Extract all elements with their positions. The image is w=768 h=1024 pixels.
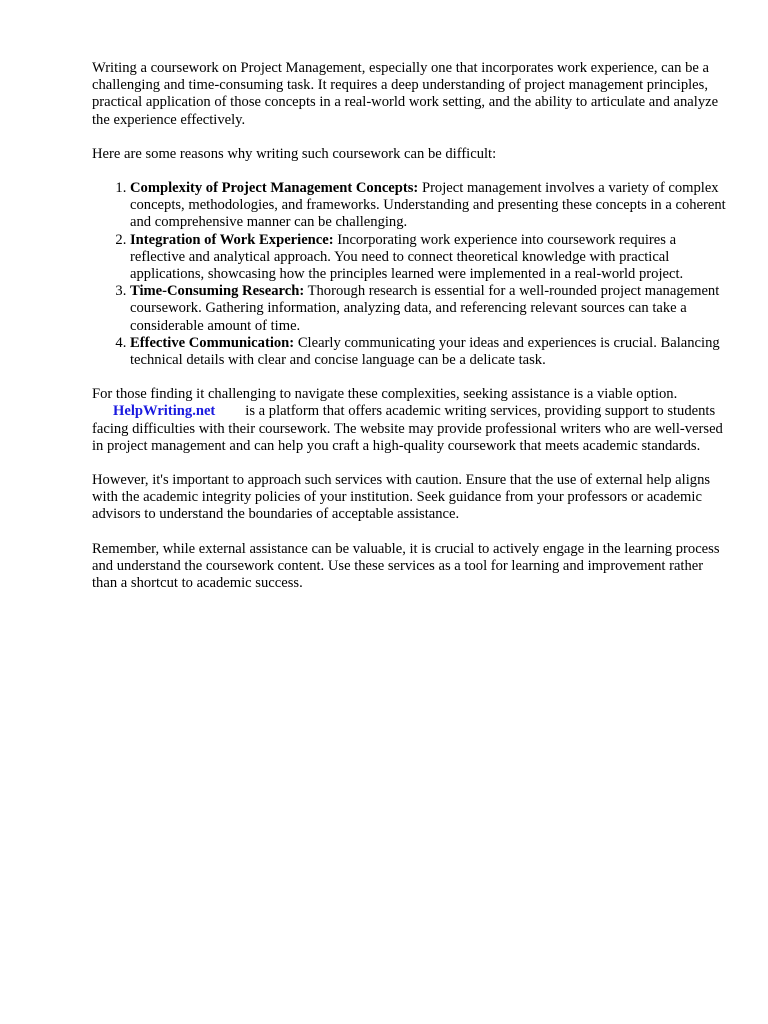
list-item-text: Project management involves a variety of complex concepts, methodologies, and frameworks. Understanding and presenting these concepts in a coherent and comprehensive manner can be challenging. <box>130 180 726 231</box>
assistance-lead-text: For those finding it challenging to navigate these complexities, seeking assistance is a viable option. <box>92 386 678 403</box>
list-item-title: Time-Consuming Research: <box>130 283 305 300</box>
list-item <box>130 335 726 369</box>
reasons-list <box>92 180 726 369</box>
list-item-title: Effective Communication: <box>130 334 295 351</box>
list-item <box>130 283 726 335</box>
list-item-text: Incorporating work experience into coursework requires a reflective and analytical approach. You need to connect theoretical knowledge with practical applications, showcasing how the principles learned were implemented in a real-world project. <box>130 231 684 283</box>
closing-paragraph: Remember, while external assistance can be valuable, it is crucial to actively engage in the learning process and understand the coursework content. Use these services as a tool for learning and improvement rather than a shortcut to academic success. <box>92 540 720 592</box>
reasons-lead-paragraph: Here are some reasons why writing such coursework can be difficult: <box>92 145 497 162</box>
list-item-text: Clearly communicating your ideas and experiences is crucial. Balancing technical details with clear and concise language can be a delicate task. <box>130 334 720 369</box>
document-body <box>92 60 726 609</box>
assistance-rest-text: is a platform that offers academic writing services, providing support to students facing difficulties with their coursework. The website may provide professional writers who are well-versed in project management and can help you craft a high-quality coursework that meets academic standards. <box>92 403 723 454</box>
list-item-text: Thorough research is essential for a well-rounded project management coursework. Gathering information, analyzing data, and referencing relevant sources can take a considerable amount of time. <box>130 283 720 334</box>
assistance-paragraph <box>92 386 726 455</box>
caution-paragraph: However, it's important to approach such services with caution. Ensure that the use of external help aligns with the academic integrity policies of your institution. Seek guidance from your professors or academic advisors to understand the boundaries of acceptable assistance. <box>92 472 711 523</box>
list-item-title: Integration of Work Experience: <box>130 231 334 248</box>
list-item <box>130 180 726 232</box>
intro-paragraph: Writing a coursework on Project Management, especially one that incorporates work experience, can be a challenging and time-consuming task. It requires a deep understanding of project management principles, practical application of those concepts in a real-world work setting, and the ability to articulate and analyze the experience effectively. <box>92 60 719 128</box>
list-item-title: Complexity of Project Management Concepts: <box>130 180 419 197</box>
list-item <box>130 232 726 284</box>
helpwriting-link[interactable]: HelpWriting.net <box>113 403 216 420</box>
